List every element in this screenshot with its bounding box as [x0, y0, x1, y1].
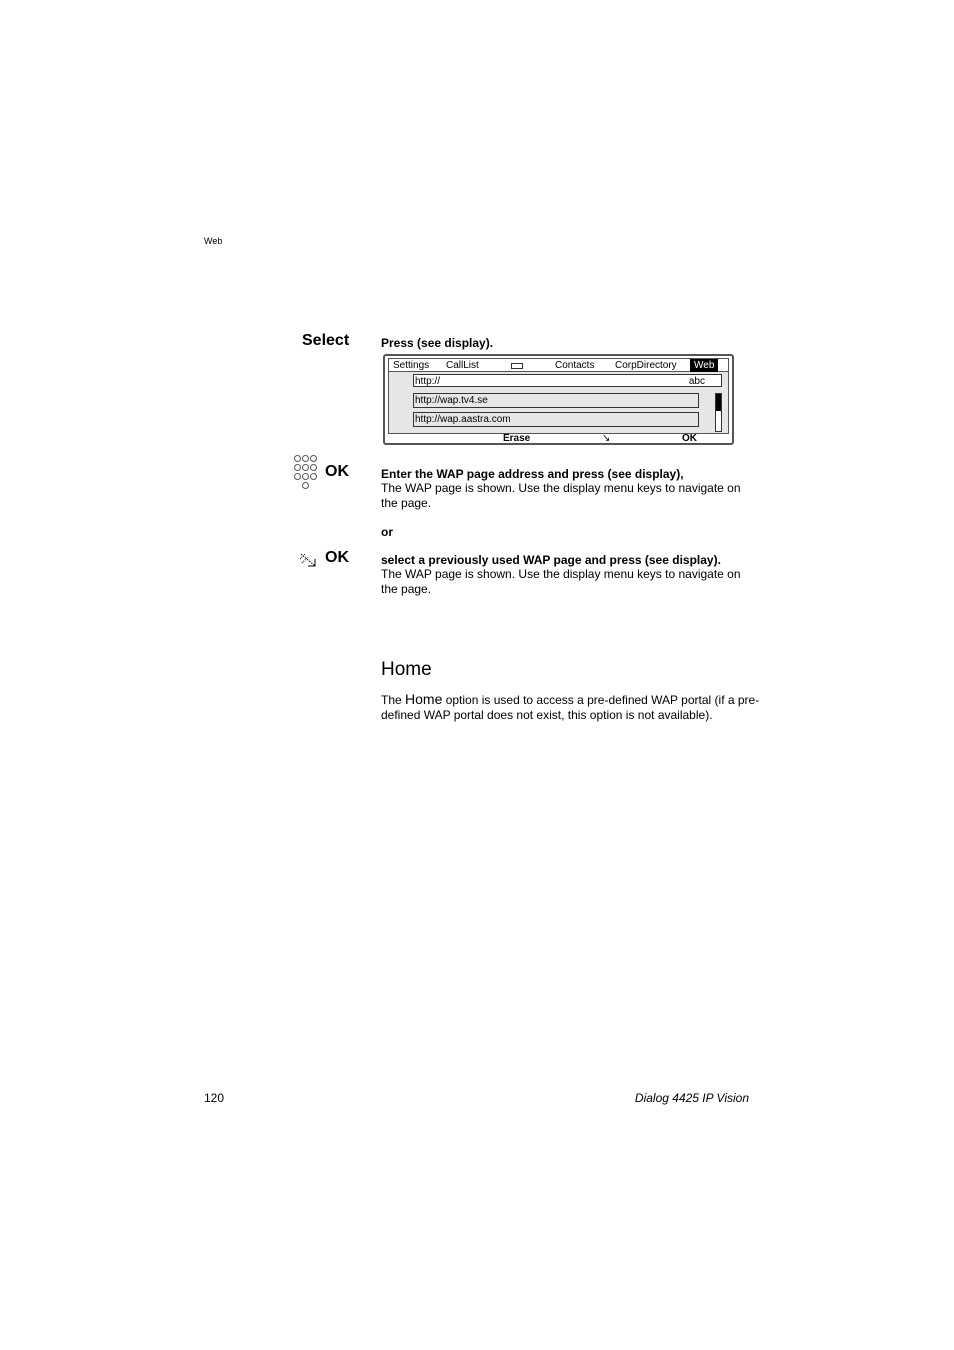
keypad-key-icon — [302, 473, 309, 480]
softkey-bar — [385, 434, 732, 444]
tab-contacts[interactable]: Contacts — [555, 360, 595, 371]
scrollbar-thumb[interactable] — [716, 394, 721, 411]
keypad-key-icon — [310, 455, 317, 462]
home-description — [381, 692, 761, 723]
navigation-key-icon — [299, 552, 317, 568]
keypad-key-icon — [302, 455, 309, 462]
tab-corpdirectory[interactable]: CorpDirectory — [615, 360, 677, 371]
display-screen — [388, 358, 729, 434]
step1-title: Press (see display). — [381, 336, 494, 350]
home-term: Home — [405, 691, 443, 707]
step3-title: select a previously used WAP page and press (see display). — [381, 553, 721, 567]
ok-softkey[interactable]: OK — [682, 433, 697, 444]
step2-text: The WAP page is shown. Use the display menu keys to navigate on the page. — [381, 481, 741, 510]
history-item[interactable]: http://wap.aastra.com — [413, 412, 699, 427]
input-mode-indicator: abc — [688, 376, 705, 387]
tab-web[interactable]: Web — [690, 359, 718, 372]
keypad-key-icon — [294, 455, 301, 462]
url-input[interactable] — [413, 374, 722, 387]
display-tab-bar — [389, 359, 728, 372]
page-number: 120 — [204, 1091, 225, 1105]
section-title: Home — [381, 659, 432, 680]
phone-display — [383, 354, 734, 445]
or-separator: or — [381, 525, 393, 539]
erase-softkey[interactable]: Erase — [503, 433, 531, 444]
ok-key-label: OK — [325, 463, 349, 480]
keypad-key-icon — [294, 464, 301, 471]
step2-title: Enter the WAP page address and press (see display), — [381, 467, 684, 481]
keypad-key-icon — [302, 482, 309, 489]
home-text-rest: option is used to access a pre-defined WAP portal (if a pre-defined WAP portal does not exist, this option is not available). — [381, 693, 760, 722]
history-item[interactable]: http://wap.tv4.se — [413, 393, 699, 408]
message-icon — [511, 363, 523, 369]
select-key-label: Select — [302, 332, 350, 349]
keypad-key-icon — [310, 464, 317, 471]
keypad-key-icon — [310, 473, 317, 480]
navigate-softkey-icon[interactable]: ↘ — [602, 433, 611, 444]
step3-text: The WAP page is shown. Use the display menu keys to navigate on the page. — [381, 567, 741, 596]
product-name: Dialog 4425 IP Vision — [634, 1091, 749, 1105]
keypad-key-icon — [294, 473, 301, 480]
home-text-prefix: The — [381, 693, 406, 707]
ok-key-label: OK — [325, 549, 349, 566]
tab-calllist[interactable]: CallList — [446, 360, 479, 371]
section-header: Web — [204, 236, 223, 246]
display-scrollbar[interactable] — [715, 393, 722, 432]
keypad-key-icon — [302, 464, 309, 471]
tab-settings[interactable]: Settings — [393, 360, 430, 371]
url-input-value: http:// — [415, 376, 441, 387]
